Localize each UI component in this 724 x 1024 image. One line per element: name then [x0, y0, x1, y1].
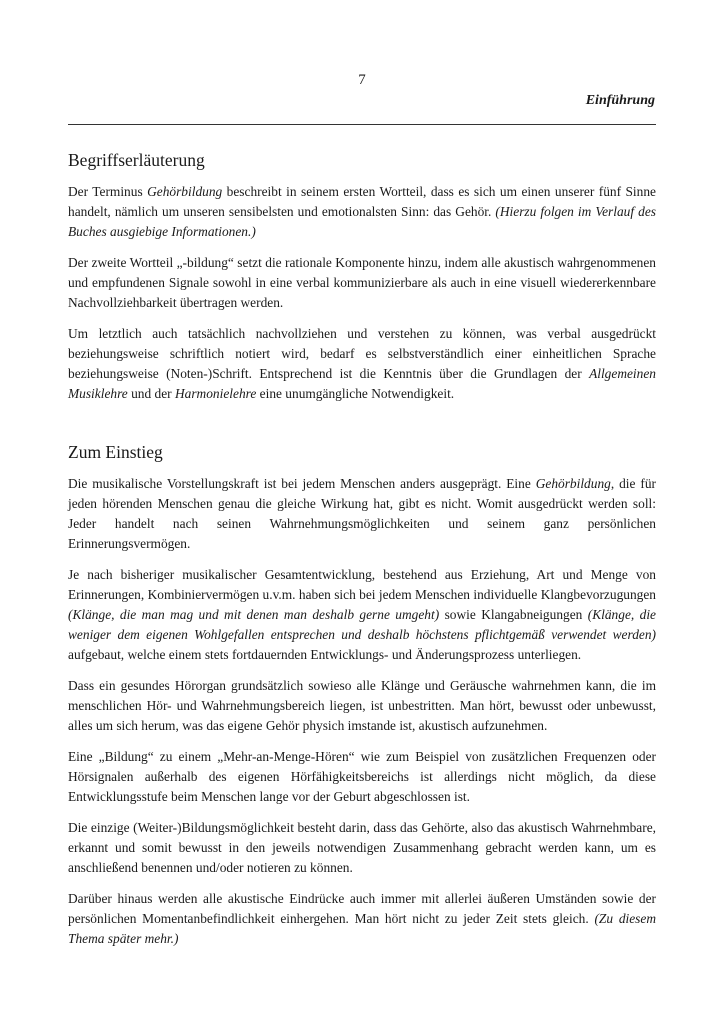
paragraph: [68, 324, 656, 404]
emphasis-note: (Klänge, die weniger dem eigenen Wohlgefallen entsprechen und deshalb höchstens pflichtgemäß verwendet werden): [68, 606, 656, 642]
text-run: eine unumgängliche Notwendigkeit.: [256, 385, 455, 401]
paragraph: Dass ein gesundes Hörorgan grundsätzlich sowieso alle Klänge und Geräusche wahrnehmen kann, die im menschlichen Hör- und Wahrnehmungsbereich liegen, ist unbestritten. Man hört, bewusst oder unbewusst, alles um sich herum, was das eigene Gehör physich imstande ist, akustisch aufzunehmen.: [68, 677, 656, 733]
running-header: Einführung: [585, 93, 655, 108]
text-run: Um letztlich auch tatsächlich nachvollziehen und verstehen zu können, was verbal ausgedrückt beziehungsweise schriftlich notiert wird, bedarf es selbstverständlich einer einheitlichen Sprache beziehungsweise (Noten-)Schrift. Entsprechend ist die Kenntnis über die Grundlagen der: [68, 325, 656, 381]
text-run: Darüber hinaus werden alle akustische Eindrücke auch immer mit allerlei äußeren Umständen sowie der persönlichen Momentanbefindlichkeit einhergehen. Man hört nicht zu jeder Zeit stets gleich.: [68, 890, 656, 926]
page-number: 7: [358, 72, 366, 88]
emphasis-note: (Hierzu folgen im Verlauf des Buches ausgiebige Informationen.): [68, 203, 656, 239]
emphasis-note: (Zu diesem Thema später mehr.): [68, 910, 657, 946]
text-run: , die für jeden hörenden Menschen genau die gleiche Wirkung hat, gibt es nicht. Womit ausgedrückt werden soll: Jeder handelt nach seinen Wahrnehmungsmöglichkeiten und seinem ganz persönlichen Erinnerungsvermögen.: [68, 475, 656, 551]
text-run: beschreibt in seinem ersten Wortteil, dass es sich um einen unserer fünf Sinne handelt, nämlich um unseren sensibelsten und emotionalsten Sinn: das Gehör.: [68, 183, 656, 219]
emphasis-term: Allgemeinen Musiklehre: [68, 365, 656, 401]
paragraph: Der zweite Wortteil „-bildung“ setzt die rationale Komponente hinzu, indem alle akustisch wahrgenommenen und empfundenen Signale sowohl in eine verbal kommunizierbare als auch in eine visuell wiedererkennbare Nachvollziehbarkeit übertragen werden.: [68, 254, 656, 310]
text-run: sowie Klangabneigungen: [439, 606, 588, 622]
header-rule: [68, 124, 656, 125]
emphasis-term: Gehörbildung: [535, 475, 611, 491]
emphasis-term: Gehörbildung: [147, 183, 223, 199]
paragraph: Eine „Bildung“ zu einem „Mehr-an-Menge-Hören“ wie zum Beispiel von zusätzlichen Frequenzen oder Hörsignalen außerhalb des eigenen Hörfähigkeitsbereichs ist allerdings nicht möglich, da diese Entwicklungsstufe beim Menschen lange vor der Geburt abgeschlossen ist.: [68, 748, 656, 804]
section-heading-begriffserlaeuterung: Begriffserläuterung: [68, 150, 205, 170]
text-run: Die musikalische Vorstellungskraft ist bei jedem Menschen anders ausgeprägt. Eine: [68, 475, 536, 491]
paragraph: [68, 474, 656, 554]
paragraph: Die einzige (Weiter-)Bildungsmöglichkeit besteht darin, dass das Gehörte, also das akustisch Wahrnehmbare, erkannt und somit bewusst in den jeweils notwendigen Zusammenhang gebracht werden kann, um es anschließend benennen und/oder notieren zu können.: [68, 819, 656, 875]
text-run: und der: [127, 385, 175, 401]
paragraph: [68, 182, 656, 242]
emphasis-term: Harmonielehre: [174, 385, 257, 401]
page-body: [68, 150, 656, 960]
paragraph: [68, 565, 656, 665]
text-run: Der Terminus: [68, 183, 148, 199]
text-run: aufgebaut, welche einem stets fortdauernden Entwicklungs- und Änderungsprozess unterliegen.: [68, 646, 582, 662]
text-run: Je nach bisheriger musikalischer Gesamtentwicklung, bestehend aus Erziehung, Art und Menge von Erinnerungen, Kombiniervermögen u.v.m. haben sich bei jedem Menschen individuelle Klangbevorzugungen: [68, 566, 656, 602]
section-heading-zum-einstieg: Zum Einstieg: [68, 441, 163, 462]
paragraph: [68, 889, 656, 949]
emphasis-note: (Klänge, die man mag und mit denen man deshalb gerne umgeht): [68, 606, 440, 622]
